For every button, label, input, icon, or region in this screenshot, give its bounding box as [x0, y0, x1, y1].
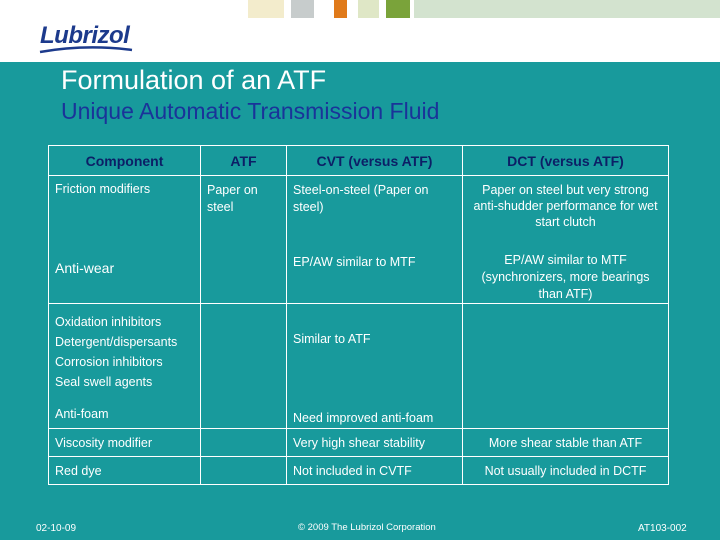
footer-code: AT103-002: [638, 523, 687, 534]
atf-cell: [201, 304, 287, 429]
decorative-block: [291, 0, 314, 18]
decorative-block: [248, 0, 284, 18]
decorative-block: [358, 0, 379, 18]
cvt-cell: [287, 176, 463, 304]
dct-cell: [463, 304, 669, 429]
lubrizol-logo: Lubrizol: [40, 22, 130, 49]
dct-cell: Not usually included in DCTF: [463, 457, 669, 485]
column-header: CVT (versus ATF): [287, 146, 463, 176]
component-name: Anti-wear: [55, 260, 115, 276]
decorative-block: [334, 0, 347, 18]
table-row: [49, 429, 669, 457]
column-header: DCT (versus ATF): [463, 146, 669, 176]
atf-cell: [201, 429, 287, 457]
component-cell: [49, 176, 201, 304]
cvt-cell: Not included in CVTF: [287, 457, 463, 485]
footer-date: 02-10-09: [36, 523, 77, 534]
footer-copyright: © 2009 The Lubrizol Corporation: [298, 522, 436, 533]
dct-value: Paper on steel but very strong anti-shudder performance for wet start clutch: [473, 183, 658, 229]
table-row: [49, 457, 669, 485]
logo-swoosh-icon: [38, 46, 134, 54]
component-name: Corrosion inhibitors: [55, 355, 163, 369]
cvt-cell: Very high shear stability: [287, 429, 463, 457]
component-name: Detergent/dispersants: [55, 335, 178, 349]
cvt-value: Need improved anti-foam: [293, 411, 434, 425]
component-name: Oxidation inhibitors: [55, 315, 162, 329]
table-row: [49, 176, 669, 304]
component-name: Anti-foam: [55, 407, 109, 421]
cvt-value: EP/AW similar to MTF: [293, 255, 416, 269]
atf-cell: [201, 457, 287, 485]
component-name: Friction modifiers: [55, 182, 151, 196]
component-cell: Viscosity modifier: [49, 429, 201, 457]
formulation-table: [48, 145, 669, 485]
component-name: Seal swell agents: [55, 375, 153, 389]
dct-cell: More shear stable than ATF: [463, 429, 669, 457]
cvt-value: Similar to ATF: [293, 332, 371, 346]
dct-cell: [463, 176, 669, 304]
decorative-block: [414, 0, 720, 18]
atf-cell: Paper on steel: [201, 176, 287, 304]
component-cell: Red dye: [49, 457, 201, 485]
slide-title: Formulation of an ATF: [61, 65, 327, 95]
column-header: ATF: [201, 146, 287, 176]
table-header-row: [49, 146, 669, 176]
slide-subtitle: Unique Automatic Transmission Fluid: [61, 98, 440, 124]
header-bar: [0, 0, 720, 62]
cvt-cell: [287, 304, 463, 429]
decorative-block: [386, 0, 410, 18]
dct-value: EP/AW similar to MTF (synchronizers, more bearings than ATF): [481, 253, 650, 301]
cvt-value: Steel-on-steel (Paper on steel): [293, 183, 429, 214]
table-row: [49, 304, 669, 429]
column-header: Component: [49, 146, 201, 176]
component-cell: [49, 304, 201, 429]
